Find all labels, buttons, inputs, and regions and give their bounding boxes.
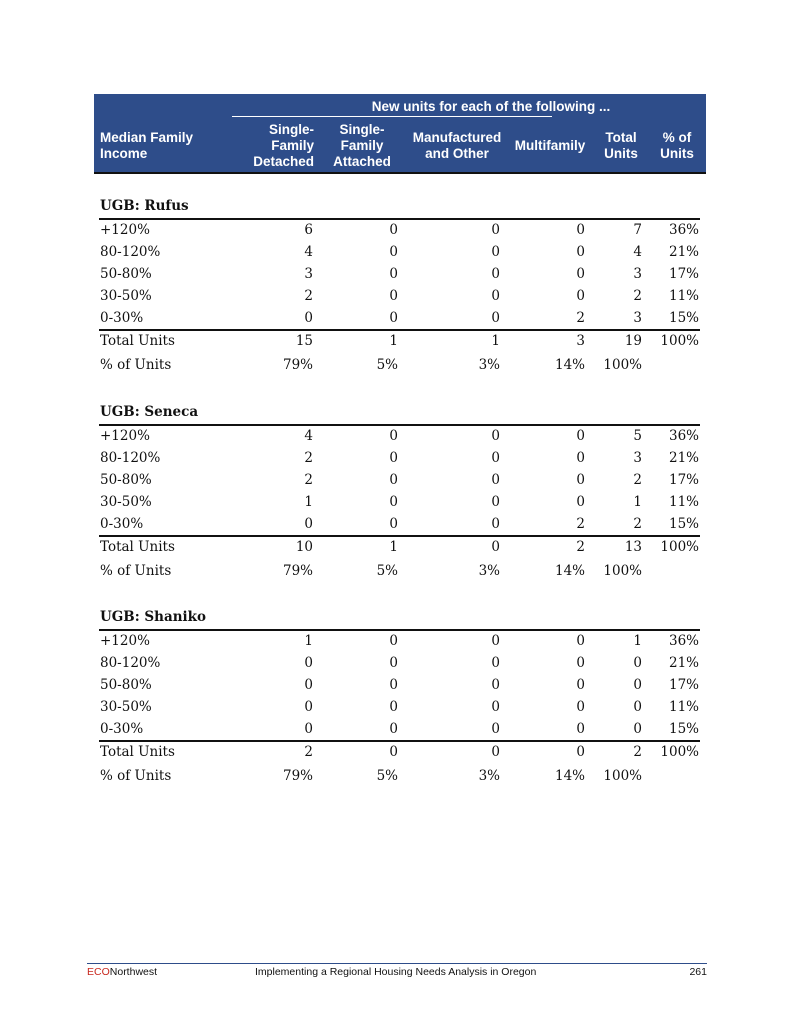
section-title: UGB: Shaniko — [100, 609, 207, 625]
total-row: Total Units 2 0 0 0 2 100% — [100, 744, 699, 760]
footer-title: Implementing a Regional Housing Needs Analysis in Oregon — [255, 966, 537, 978]
percent-row: % of Units 79% 5% 3% 14% 100% — [100, 768, 642, 784]
table-row: 50-80% 0 0 0 0 0 17% — [100, 677, 699, 693]
table-row: 80-120% 0 0 0 0 0 21% — [100, 655, 699, 671]
table-row: 80-120% 4 0 0 0 4 21% — [100, 244, 699, 260]
table-row: +120% 4 0 0 0 5 36% — [100, 428, 699, 444]
table-row: +120% 1 0 0 0 1 36% — [100, 633, 699, 649]
header-single-family-detached: Single- Family Detached — [253, 122, 314, 169]
table-row: 30-50% 0 0 0 0 0 11% — [100, 699, 699, 715]
header-total-units: Total Units — [604, 130, 638, 161]
header-single-family-attached: Single- Family Attached — [333, 122, 391, 169]
total-row: Total Units 15 1 1 3 19 100% — [100, 333, 699, 349]
group-divider — [232, 116, 552, 117]
section-title: UGB: Rufus — [100, 198, 189, 214]
table-row: 0-30% 0 0 0 0 0 15% — [100, 721, 699, 737]
percent-row: % of Units 79% 5% 3% 14% 100% — [100, 563, 642, 579]
table-row: 0-30% 0 0 0 2 2 15% — [100, 516, 699, 532]
footer-brand: ECONorthwest — [87, 966, 158, 978]
group-title: New units for each of the following ... — [371, 99, 611, 114]
table-header — [94, 94, 706, 174]
total-row: Total Units 10 1 0 2 13 100% — [100, 539, 699, 555]
header-multifamily: Multifamily — [514, 138, 586, 153]
header-pct-of-units: % of Units — [660, 130, 694, 161]
header-median-family-income: Median Family Income — [100, 130, 194, 161]
table-row: 30-50% 2 0 0 0 2 11% — [100, 288, 699, 304]
table-row: 80-120% 2 0 0 0 3 21% — [100, 450, 699, 466]
page-number: 261 — [689, 966, 707, 978]
percent-row: % of Units 79% 5% 3% 14% 100% — [100, 357, 642, 373]
header-manufactured-and-other: Manufactured and Other — [412, 130, 502, 161]
table-row: +120% 6 0 0 0 7 36% — [100, 222, 699, 238]
table-row: 50-80% 2 0 0 0 2 17% — [100, 472, 699, 488]
table-row: 30-50% 1 0 0 0 1 11% — [100, 494, 699, 510]
table-row: 0-30% 0 0 0 2 3 15% — [100, 310, 699, 326]
page-footer — [87, 964, 707, 980]
section-title: UGB: Seneca — [100, 404, 199, 420]
table-row: 50-80% 3 0 0 0 3 17% — [100, 266, 699, 282]
